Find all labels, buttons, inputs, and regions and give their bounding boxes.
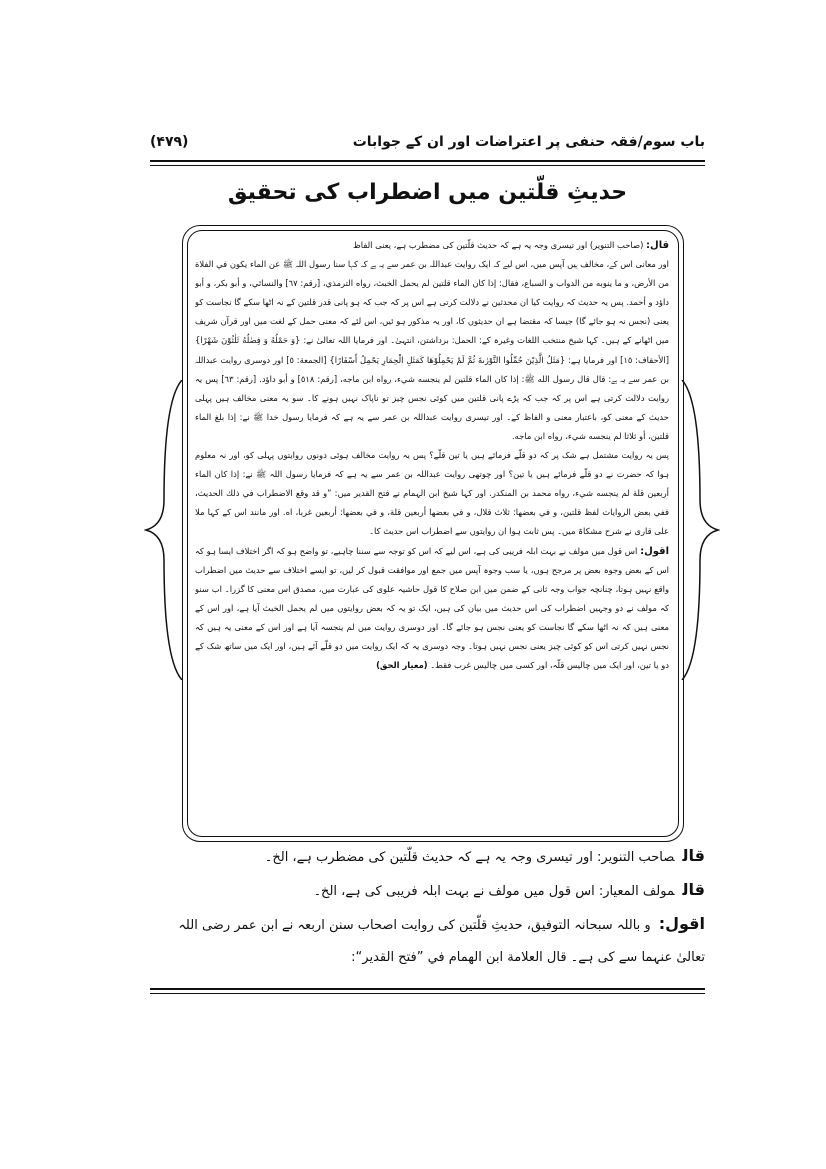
header-rule-thin [150, 165, 705, 166]
aqool-text: اس قول میں مولف نے بہت ابلہ فریبی کی ہے، اس لیے کہ اس کو توجہ سے سننا چاہیے، تو واضح ہو کہ اگر اختلاف ایسا ہو کہ اس کے بعض وجوہ بعض پر مرجح ہوں، یا سب وجوہ آپس میں جمع اور موافقت قبول کر لیں، تو ایسے اختلاف سے حدیث میں اضطراب واقع نہیں ہوتا، چنانچہ جواب وجہ ثانی کے ضمن میں ابن صلاح کا قول حاشیہ علوی کی عبارت میں، مصدق اس معنی کا گزرا۔ اب سنو کہ مولف نے دو وجہیں اضطراب کی اس حدیث میں بیان کی ہیں، ایک تو یہ کہ بعض روایتوں میں لم یحمل الخبث آیا ہے، اور اس کے معنی ہیں کہ نہ اٹھا سکے گا نجاست کو یعنی نجس ہو جائے گا۔ اور دوسری روایت میں لم ینجسہ آیا ہے اور اس کے معنی یہ ہیں کہ نجس نہیں کرتی اس کو کوئی چیز یعنی نجس نہیں ہوتا۔ وجہ دوسری یہ کہ ایک روایت میں دو قلّے آئے ہیں، اور ایک میں ساتھ شک کے دو یا تین، اور ایک میں چالیس قلّہ، اور کسی میں چالیس غرب فقط۔ [195, 545, 669, 671]
main-line-1-text: صاحب التنویر: اور تیسری وجہ یہ ہے کہ حدیث قلّتین کی مضطرب ہے، الخ۔ [264, 850, 675, 865]
section-title: حدیثِ قلّتین میں اضطراب کی تحقیق [227, 180, 628, 205]
main-line-2-label: قال [682, 880, 705, 899]
quote-paragraph-2: پس یہ روایت مشتمل ہے شک پر کہ دو قلّے فرمائے ہیں یا تین قلّے؟ پس یہ روایت مخالف ہوئی دونوں روایتوں پہلی کو، اور نہ معلوم ہوا کہ حضرت نے دو قلّے فرمائے ہیں یا تین؟ اور چوتھی روایت عبداللہ بن عمر سے یہ ہے کہ فرمایا رسول اللہ ﷺ نے: إذا كان الماء أربعين قلة لم ينجسه شيء، رواه محمد بن المنكدر. اور کہا شیخ ابن الہمام نے فتح القدیر میں: ”و قد وقع الاضطراب في ذلك الحديث، ففي بعض الروايات لفظ قلتين، و في بعضها: ثلاث قلال، و في بعضها أربعين قلة، و في بعضها: أربعين غربا، اه. اور مانند اس کے کہا ملا علی قاری نے شرح مشکاۃ میں۔ پس ثابت ہوا ان روایتوں سے اضطراب اس حدیث کا۔ [195, 450, 669, 537]
main-line-4: تعالیٰ عنہما سے کی ہے۔ قال العلامة ابن الهمام في ”فتح القدير“: [351, 950, 705, 965]
main-text [150, 840, 705, 974]
chapter-header-title: باب سوم/فقہ حنفی پر اعتراضات اور ان کے جوابات [352, 134, 705, 150]
quote-paragraph-1: اور معانی اس کے، مخالف ہیں آپس میں، اس لیے کہ ایک روایت عبداللہ بن عمر سے یہ ہے کہ کہا سنا رسول اللہ ﷺ عن الماء يكون في الفلاة من الأرض، و ما ينوبه من الدواب و السباع، فقال: إذا كان الماء قلتين لم يحمل الخبث، رواه الترمذي، [رقم: ٦٧] والنسائي، و أبو بكر، و أبو داؤد و أحمد. پس یہ حدیث کہ روایت کیا ان محدثین نے دلالت کرتی ہے اس پر کہ جب کہ ہو پانی قدر قلتین کے نہ اٹھا سکے گا نجاست کو یعنی (نجس نہ ہو جائے گا) جیسا کہ مقتضا ہے ان حدیثوں کا، اور یہ مذکور ہو ئیں، اس لئے کہ معنی حمل کے لغت میں اور قرآن شریف میں اٹھانے کے ہیں۔ کہا شیخ منتخب اللغات وغیرہ کے: الحمل: برداشتن، انتہیٰ۔ اور فرمایا اللہ تعالیٰ نے: {وَ حَمْلُهُ وَ فِصٰلُهُ ثَلٰثُوْنَ شَهْرًا} [الأحقاف: ١٥] اور فرمایا ہے: {مَثَلُ الَّذِيْنَ حُمِّلُوا التَّوْرٰىةَ ثُمَّ لَمْ يَحْمِلُوْهَا كَمَثَلِ الْحِمَارِ يَحْمِلُ أَسْفَارًا} [الجمعة: ٥] اور دوسری روایت عبداللہ بن عمر سے یہ ہے: قال قال رسول الله ﷺ: إذا كان الماء قلتين لم ينجسه شيء، رواه ابن ماجه، [رقم: ٥١٨] و أبو داؤد. [رقم: ٦٣] پس یہ روایت دلالت کرتی ہے اس پر کہ جب کہ پڑے پانی قلتین میں کوئی نجس چیز تو ناپاک نہیں ہونے کا۔ سو یہ معنی مخالف ہیں پہلی حدیث کے معنی کو، باعتبار معنی و الفاظ کے۔ اور تیسری روایت عبداللہ بن عمر سے یہ ہے کہ فرمایا رسول خدا ﷺ نے: إذا بلغ الماء قلتين، أو ثلاثا لم ينجسه شيء، رواه ابن ماجه. [195, 259, 669, 441]
qaala-text: (صاحب التنویر) اور تیسری وجہ یہ ہے کہ حدیث قلّتین کی مضطرب ہے، یعنی الفاظ [353, 240, 644, 250]
footer-rule [150, 988, 705, 990]
main-line-3-label: اقول: [658, 914, 705, 933]
frame-bracket-left [144, 380, 184, 680]
aqool-label: اقول: [640, 545, 669, 557]
page-number: (۴۷۹) [150, 134, 189, 150]
main-line-3-text: و باللہ سبحانہ التوفیق، حدیثِ قلّتین کی روایت اصحاب سنن اربعہ نے ابن عمر رضی اللہ [178, 918, 651, 933]
quoted-passage [195, 236, 669, 830]
main-line-1-label: قال [682, 846, 705, 865]
quote-signature: (معیار الحق) [376, 660, 428, 671]
main-line-3 [150, 908, 705, 942]
header-rule [150, 160, 705, 162]
running-header [150, 128, 705, 164]
main-line-1 [150, 840, 705, 874]
footer-rule-thin [150, 993, 705, 994]
qaala-label: قال: [646, 240, 669, 251]
frame-bracket-right [680, 380, 720, 680]
quote-opening [195, 236, 669, 255]
main-line-2-text: مولف المعیار: اس قول میں مولف نے بہت ابلہ فریبی کی ہے، الخ۔ [313, 884, 675, 899]
main-line-2 [150, 874, 705, 908]
quote-paragraph-3 [195, 542, 669, 676]
